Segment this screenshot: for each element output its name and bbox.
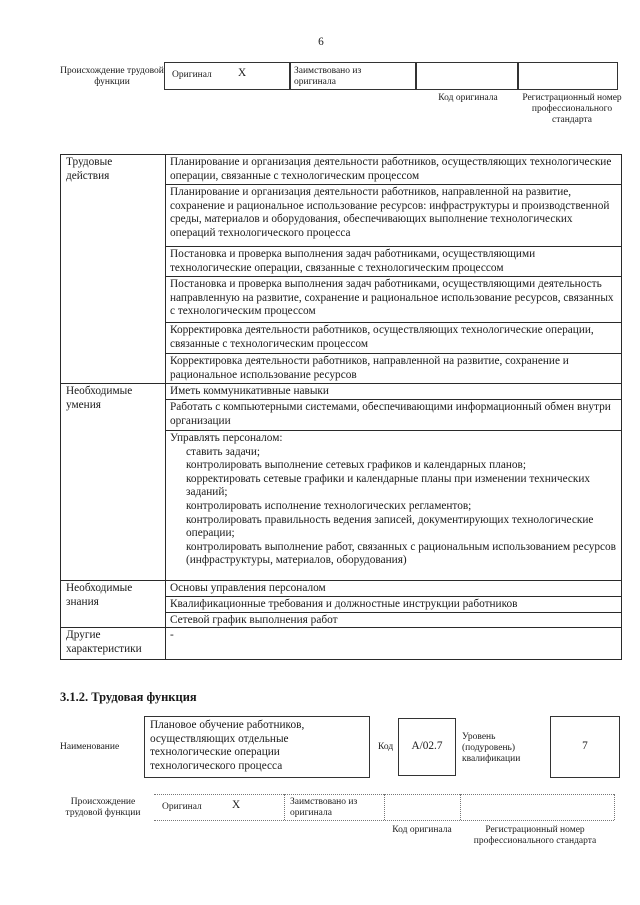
row-divider: [165, 276, 621, 277]
knowledge-item: Основы управления персоналом: [170, 582, 326, 594]
origin-label: Происхождение трудовой функции: [65, 797, 141, 818]
table-top-border: [60, 154, 622, 155]
row-divider: [165, 353, 621, 354]
manage-item: контролировать выполнение сетевых графиков и календарных планов;: [186, 459, 527, 472]
borrowed-label: Заимствовано из оригинала: [290, 797, 358, 818]
row-divider: [165, 399, 621, 400]
knowledge-item: Сетевой график выполнения работ: [170, 614, 338, 626]
original-code-box: [416, 62, 518, 90]
code-caption: Код оригинала: [438, 93, 498, 103]
origin-dotted-divider: [384, 794, 385, 820]
row-divider: [165, 246, 621, 247]
page-number: 6: [318, 36, 324, 48]
manage-intro: Управлять персоналом:: [170, 432, 283, 444]
skills-label: Необходимые умения: [66, 385, 133, 411]
reg-number-box: [518, 62, 618, 90]
reg-caption: Регистрационный номер профессионального стандарта: [522, 93, 622, 125]
table-right-border: [621, 154, 622, 660]
function-name-value: Плановое обучение работников, осуществляющих отдельные технологические операции технологического процесса: [150, 719, 305, 772]
function-name-label: Наименование: [60, 742, 120, 752]
manage-item: контролировать правильность ведения записей, документирующих технологические операции;: [186, 513, 594, 540]
original-mark: X: [232, 799, 241, 811]
other-label: Другие характеристики: [66, 629, 142, 655]
level-value: 7: [582, 740, 588, 752]
original-label: Оригинал: [172, 70, 212, 80]
code-caption: Код оригинала: [392, 825, 452, 835]
code-label: Код: [378, 742, 394, 752]
labor-action-item: Корректировка деятельности работников, осуществляющих технологические операции, связанные с технологическим процессом: [170, 324, 594, 350]
table-column-divider: [165, 154, 166, 660]
original-mark: X: [238, 67, 247, 79]
origin-dotted-divider: [614, 794, 615, 820]
labor-action-item: Планирование и организация деятельности работников, направленной на развитие, сохранение и рациональное использование ресурсов: инфраструктуры и производственной среды, материалов и оборудования, обеспечивающих выполнение технологических операций технологического процесса: [170, 186, 610, 239]
table-bottom-border: [60, 659, 622, 660]
origin-dotted-divider: [460, 794, 461, 820]
knowledge-item: Квалификационные требования и должностные инструкции работников: [170, 598, 518, 610]
row-divider: [165, 612, 621, 613]
section-divider: [60, 383, 622, 384]
manage-item: контролировать выполнение работ, связанных с рациональным использованием ресурсов (инфраструктуры, материалов, оборудования): [186, 540, 617, 567]
manage-item: корректировать сетевые графики и календарные планы при изменении технических заданий;: [186, 472, 591, 499]
borrowed-label: Заимствовано из оригинала: [294, 66, 362, 87]
section-heading: 3.1.2. Трудовая функция: [60, 690, 197, 704]
original-label: Оригинал: [162, 802, 202, 812]
labor-action-item: Постановка и проверка выполнения задач работниками, осуществляющими технологические операции, связанные с технологическим процессом: [170, 248, 536, 274]
skill-item: Работать с компьютерными системами, обеспечивающими информационный обмен внутри организации: [170, 401, 611, 427]
code-value: А/02.7: [411, 740, 443, 752]
knowledge-label: Необходимые знания: [66, 582, 133, 608]
labor-action-item: Корректировка деятельности работников, направленной на развитие, сохранение и рациональное использование ресурсов: [170, 355, 569, 381]
manage-item: контролировать исполнение технологических регламентов;: [186, 499, 472, 512]
origin-dotted-bottom: [154, 820, 614, 821]
labor-actions-label: Трудовые действия: [66, 156, 113, 182]
row-divider: [165, 184, 621, 185]
labor-action-item: Постановка и проверка выполнения задач работниками, осуществляющими деятельность направленную на развитие, сохранение и рациональное использование ресурсов, связанных с технологическим процессом: [170, 278, 614, 318]
section-divider: [60, 580, 622, 581]
skill-item: Иметь коммуникативные навыки: [170, 385, 329, 397]
reg-caption: Регистрационный номер профессионального стандарта: [473, 825, 597, 846]
origin-dotted-divider: [284, 794, 285, 820]
level-label: Уровень (подуровень) квалификации: [462, 732, 521, 764]
row-divider: [165, 322, 621, 323]
origin-label: Происхождение трудовой функции: [60, 66, 164, 87]
other-value: -: [170, 629, 174, 641]
labor-action-item: Планирование и организация деятельности работников, осуществляющих технологические операции, связанные с технологическим процессом: [170, 156, 612, 182]
row-divider: [165, 430, 621, 431]
table-left-border: [60, 154, 61, 660]
manage-skills-block: [168, 432, 620, 568]
manage-item: ставить задачи;: [186, 445, 261, 458]
row-divider: [165, 596, 621, 597]
